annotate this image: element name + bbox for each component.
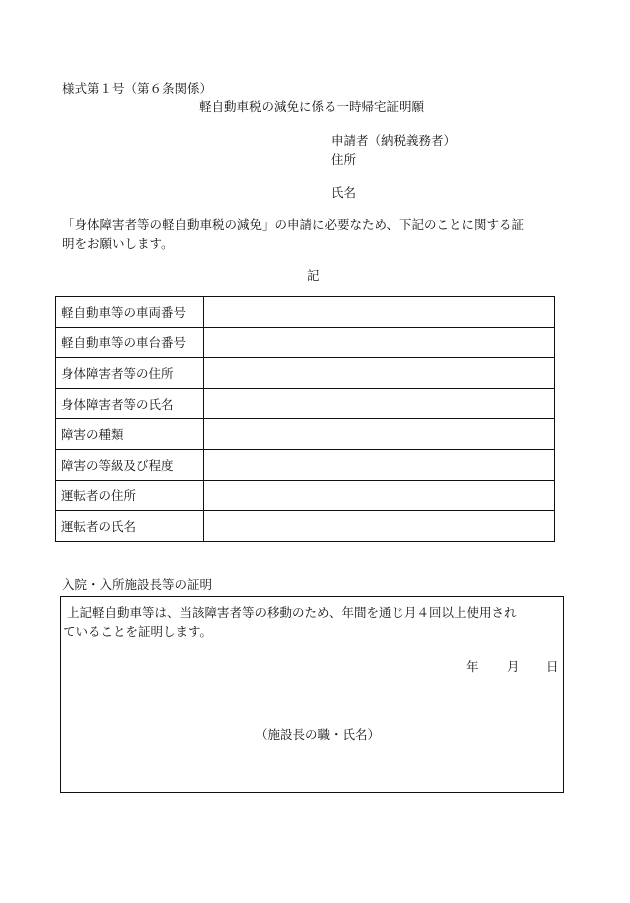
form-number: 様式第１号（第６条関係） (62, 81, 213, 96)
applicant-name-label: 氏名 (331, 185, 357, 200)
table-row (56, 358, 555, 389)
table-row (56, 297, 555, 328)
applicant-address-label: 住所 (331, 152, 357, 167)
certification-box (60, 596, 564, 793)
row-value-driver-name[interactable] (204, 511, 555, 542)
document-title: 軽自動車税の減免に係る一時帰宅証明願 (199, 99, 425, 114)
intro-text-line-1: 「身体障害者等の軽自動車税の減免」の申請に必要なため、下記のことに関する証 (62, 217, 525, 232)
row-value-disabled-address[interactable] (204, 358, 555, 389)
table-row (56, 511, 555, 542)
row-value-disability-grade[interactable] (204, 449, 555, 480)
table-row (56, 388, 555, 419)
table-row (56, 480, 555, 511)
row-label-driver-name: 運転者の氏名 (56, 511, 204, 542)
table-row (56, 449, 555, 480)
row-label-disabled-address: 身体障害者等の住所 (56, 358, 204, 389)
row-value-chassis-number[interactable] (204, 327, 555, 358)
row-label-disability-grade: 障害の等級及び程度 (56, 449, 204, 480)
row-label-disability-type: 障害の種類 (56, 419, 204, 450)
row-label-vehicle-number: 軽自動車等の車両番号 (56, 297, 204, 328)
row-label-chassis-number: 軽自動車等の車台番号 (56, 327, 204, 358)
certification-heading: 入院・入所施設長等の証明 (62, 577, 213, 592)
row-label-disabled-name: 身体障害者等の氏名 (56, 388, 204, 419)
vehicle-info-table (55, 296, 555, 542)
row-value-vehicle-number[interactable] (204, 297, 555, 328)
date-month-label: 月 (507, 659, 520, 674)
applicant-label: 申請者（納税義務者） (331, 133, 457, 148)
table-row (56, 327, 555, 358)
intro-text-line-2: 明をお願いします。 (62, 236, 174, 251)
row-value-disabled-name[interactable] (204, 388, 555, 419)
certification-text-line-1: 上記軽自動車等は、当該障害者等の移動のため、年間を通じ月４回以上使用され (67, 605, 517, 620)
row-label-driver-address: 運転者の住所 (56, 480, 204, 511)
date-year-label: 年 (466, 659, 479, 674)
row-value-disability-type[interactable] (204, 419, 555, 450)
date-day-label: 日 (546, 659, 559, 674)
ki-heading: 記 (307, 268, 320, 283)
row-value-driver-address[interactable] (204, 480, 555, 511)
director-name-label: （施設長の職・氏名） (255, 727, 381, 742)
certification-text-line-2: ていることを証明します。 (63, 624, 213, 639)
table-row (56, 419, 555, 450)
